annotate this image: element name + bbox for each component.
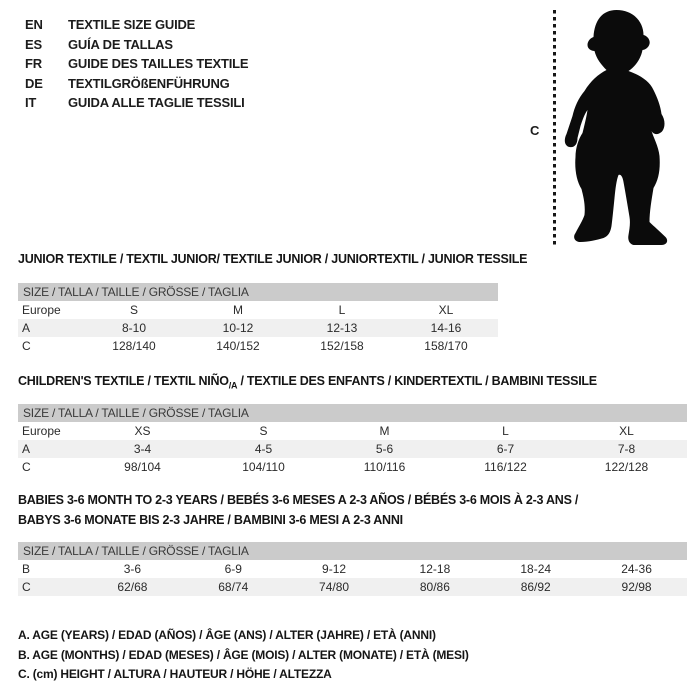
guide-title-it: GUIDA ALLE TAGLIE TESSILI xyxy=(68,95,245,110)
guide-title-de: TEXTILGRÖßENFÜHRUNG xyxy=(68,75,230,91)
children-size-table xyxy=(18,404,687,476)
size-cell: XL xyxy=(438,303,454,317)
table-row-height xyxy=(18,458,687,476)
age-cell: 10-12 xyxy=(222,321,254,335)
row-label: A xyxy=(22,321,31,335)
toddler-silhouette-icon xyxy=(561,7,697,247)
height-cell: 80/86 xyxy=(419,580,450,594)
footnote-height-cm: C. (cm) HEIGHT / ALTURA / HAUTEUR / HÖHE / ALTEZZA xyxy=(18,667,332,681)
age-cell: 6-9 xyxy=(224,562,242,576)
age-cell: 4-5 xyxy=(254,442,273,456)
title-subscript: /A xyxy=(228,380,238,391)
row-label: A xyxy=(22,442,31,456)
size-cell: L xyxy=(502,424,509,438)
height-cell: 110/116 xyxy=(363,460,406,474)
table-row-age-years xyxy=(18,440,687,458)
height-cell: 140/152 xyxy=(216,339,260,353)
age-cell: 5-6 xyxy=(375,442,394,456)
footnote-age-months: B. AGE (MONTHS) / EDAD (MESES) / ÂGE (MOIS) / ALTER (MONATE) / ETÀ (MESI) xyxy=(18,647,469,662)
language-row-de xyxy=(25,74,248,94)
age-cell: 8-10 xyxy=(121,321,147,335)
guide-title-fr: GUIDE DES TAILLES TEXTILE xyxy=(68,56,249,71)
size-cell: S xyxy=(259,424,268,438)
section-title-children xyxy=(18,371,597,396)
height-cell: 122/128 xyxy=(604,460,649,474)
language-row-en xyxy=(25,15,248,35)
age-cell: 7-8 xyxy=(617,442,636,456)
table-row-europe xyxy=(18,422,687,440)
age-cell: 14-16 xyxy=(430,321,462,335)
row-label: B xyxy=(22,562,31,576)
age-cell: 12-18 xyxy=(419,562,451,576)
age-cell: 18-24 xyxy=(520,562,552,576)
size-cell: L xyxy=(338,303,346,317)
language-row-es xyxy=(25,35,248,55)
age-cell: 24-36 xyxy=(621,562,652,576)
age-cell: 12-13 xyxy=(326,321,358,335)
size-cell: XL xyxy=(619,424,634,438)
title-part: / TEXTILE DES ENFANTS / KINDERTEXTIL / BAMBINI TESSILE xyxy=(237,374,597,388)
row-label: Europe xyxy=(22,303,61,317)
size-cell: M xyxy=(379,424,390,438)
language-row-fr xyxy=(25,54,248,74)
footnote-age-years: A. AGE (YEARS) / EDAD (AÑOS) / ÂGE (ANS) / ALTER (JAHRE) / ETÀ (ANNI) xyxy=(18,628,436,642)
guide-title-en: TEXTILE SIZE GUIDE xyxy=(68,17,196,32)
title-part: CHILDREN'S TEXTILE / TEXTIL NIÑO xyxy=(18,374,229,388)
row-label: C xyxy=(22,580,31,594)
size-cell: XS xyxy=(134,424,151,438)
language-code: ES xyxy=(25,36,42,52)
table-row-europe xyxy=(18,301,498,319)
row-label: Europe xyxy=(22,424,61,438)
size-header-bar: SIZE / TALLA / TAILLE / GRÖSSE / TAGLIA xyxy=(18,404,687,422)
language-code: DE xyxy=(25,75,43,91)
height-cell: 92/98 xyxy=(621,580,652,594)
height-cell: 98/104 xyxy=(124,460,161,474)
size-header-bar: SIZE / TALLA / TAILLE / GRÖSSE / TAGLIA xyxy=(18,542,687,560)
size-header-bar: SIZE / TALLA / TAILLE / GRÖSSE / TAGLIA xyxy=(18,283,498,301)
height-cell: 104/110 xyxy=(242,460,285,474)
language-code: FR xyxy=(25,56,42,71)
babies-title-line2: BABYS 3-6 MONATE BIS 2-3 JAHRE / BAMBINI 3-6 MESI A 2-3 ANNI xyxy=(18,513,403,527)
height-cell: 68/74 xyxy=(218,580,249,594)
section-title-junior: JUNIOR TEXTILE / TEXTIL JUNIOR/ TEXTILE JUNIOR / JUNIORTEXTIL / JUNIOR TESSILE xyxy=(18,252,528,266)
height-cell: 74/80 xyxy=(319,580,350,594)
table-row-age-months xyxy=(18,560,687,578)
table-row-height xyxy=(18,337,498,355)
age-cell: 6-7 xyxy=(496,442,515,456)
age-cell: 3-4 xyxy=(133,442,152,456)
height-cell: 86/92 xyxy=(520,580,551,594)
language-row-it xyxy=(25,93,248,113)
language-code: IT xyxy=(25,95,37,110)
junior-size-table xyxy=(18,283,498,355)
height-cell: 128/140 xyxy=(112,339,156,353)
babies-size-table xyxy=(18,542,687,596)
height-cell: 62/68 xyxy=(117,580,148,594)
footnote-legend xyxy=(18,626,469,685)
section-title-babies xyxy=(18,490,578,530)
height-cell: 158/170 xyxy=(424,339,468,353)
height-cell: 116/122 xyxy=(484,460,527,474)
table-row-height xyxy=(18,578,687,596)
language-title-list xyxy=(25,15,248,113)
age-cell: 9-12 xyxy=(322,562,347,576)
table-row-age-years xyxy=(18,319,498,337)
height-cell: 152/158 xyxy=(320,339,364,353)
height-measure-label: C xyxy=(530,123,540,138)
size-cell: M xyxy=(233,303,243,317)
row-label: C xyxy=(22,460,31,474)
height-measure-dotted-line xyxy=(553,10,556,246)
guide-title-es: GUÍA DE TALLAS xyxy=(68,36,173,52)
babies-title-line1: BABIES 3-6 MONTH TO 2-3 YEARS / BEBÉS 3-6 MESES A 2-3 AÑOS / BÉBÉS 3-6 MOIS À 2-3 ANS / xyxy=(18,493,579,507)
language-code: EN xyxy=(25,17,43,32)
age-cell: 3-6 xyxy=(123,562,142,576)
row-label: C xyxy=(22,339,31,353)
size-cell: S xyxy=(129,303,138,317)
